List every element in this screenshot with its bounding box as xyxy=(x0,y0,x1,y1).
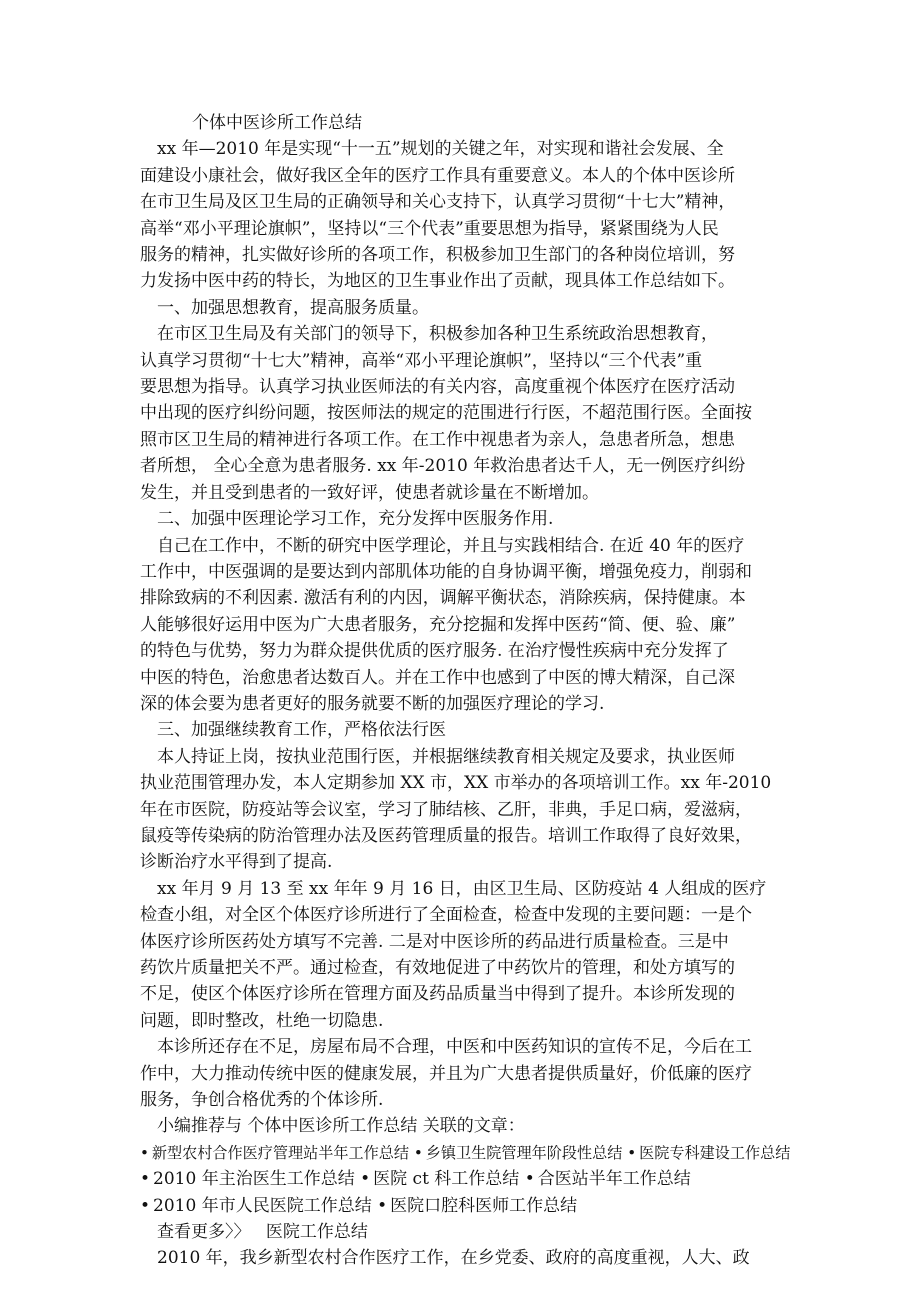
document-title: 个体中医诊所工作总结 xyxy=(192,113,362,133)
body-line: 服务，争创合格优秀的个体诊所. xyxy=(140,1090,384,1111)
body-line: 年在市医院，防疫站等会议室，学习了肺结核、乙肝，非典，手足口病，爱滋病， xyxy=(140,799,752,820)
related-links-row xyxy=(140,1166,790,1192)
body-line: 深的体会要为患者更好的服务就要不断的加强医疗理论的学习. xyxy=(140,693,605,714)
related-links xyxy=(140,1140,790,1166)
body-line: 作中，大力推动传统中医的健康发展，并且为广大患者提供质量好，价低廉的医疗 xyxy=(140,1063,752,1084)
body-line: 在市卫生局及区卫生局的正确领导和关心支持下，认真学习贯彻“十七大”精神， xyxy=(140,192,736,213)
related-link[interactable]: 新型农村合作医疗管理站半年工作总结 xyxy=(151,1143,410,1162)
related-links-2 xyxy=(140,1166,790,1219)
body-line: 本诊所还存在不足，房屋布局不合理，中医和中医药知识的宣传不足，今后在工 xyxy=(157,1037,752,1058)
bullet-icon: • xyxy=(627,1143,637,1162)
related-link[interactable]: 2010 年市人民医院工作总结 xyxy=(153,1195,372,1216)
bullet-icon: • xyxy=(140,1143,149,1162)
body-line: 发生，并且受到患者的一致好评，使患者就诊量在不断增加。 xyxy=(140,482,599,503)
bullet-icon: • xyxy=(524,1169,535,1190)
body-line: 在市区卫生局及有关部门的领导下，积极参加各种卫生系统政治思想教育， xyxy=(157,324,718,345)
view-more-row xyxy=(140,1219,790,1245)
body-line: 人能够很好运用中医为广大患者服务，充分挖掘和发挥中医药“简、便、验、廉” xyxy=(140,614,736,635)
body-line: 的特色与优势，努力为群众提供优质的医疗服务. 在治疗慢性疾病中充分发挥了 xyxy=(140,641,729,662)
document-body xyxy=(140,136,790,1113)
related-link[interactable]: 医院专科建设工作总结 xyxy=(639,1143,790,1162)
body-line: 一、加强思想教育，提高服务质量。 xyxy=(157,297,429,318)
body-line: 面建设小康社会，做好我区全年的医疗工作具有重要意义。本人的个体中医诊所 xyxy=(140,165,735,186)
related-link[interactable]: 医院 ct 科工作总结 xyxy=(373,1169,520,1190)
document-page xyxy=(140,110,790,1272)
body-line: 药饮片质量把关不严。通过检查，有效地促进了中药饮片的管理，和处方填写的 xyxy=(140,958,735,978)
body-line: xx 年月 9 月 13 至 xx 年年 9 月 16 日，由区卫生局、区防疫站 4 人组成的医疗 xyxy=(157,878,767,899)
body-line: 自己在工作中，不断的研究中医学理论，并且与实践相结合. 在近 40 年的医疗 xyxy=(157,535,745,556)
body-line: 力发扬中医中药的特长，为地区的卫生事业作出了贡献，现具体工作总结如下。 xyxy=(140,271,735,292)
related-link[interactable]: 乡镇卫生院管理年阶段性总结 xyxy=(425,1143,623,1162)
body-line: 高举“邓小平理论旗帜”，坚持以“三个代表”重要思想为指导，紧紧围绕为人民 xyxy=(140,218,719,239)
body-line: 二、加强中医理论学习工作，充分发挥中医服务作用. xyxy=(157,509,554,530)
body-line: 要思想为指导。认真学习执业医师法的有关内容，高度重视个体医疗在医疗活动 xyxy=(140,377,735,398)
body-line: 认真学习贯彻“十七大”精神，高举“邓小平理论旗帜”，坚持以“三个代表”重 xyxy=(140,350,703,371)
body-line: 检查小组，对全区个体医疗诊所进行了全面检查，检查中发现的主要问题：一是个 xyxy=(140,905,752,926)
related-links-row xyxy=(140,1140,790,1166)
body-line: xx 年—2010 年是实现“十一五”规划的关键之年，对实现和谐社会发展、全 xyxy=(157,139,724,160)
body-line: 者所想， 全心全意为患者服务. xx 年-2010 年救治患者达千人，无一例医疗纠纷 xyxy=(140,456,746,477)
body-line: 工作中，中医强调的是要达到内部肌体功能的自身协调平衡，增强免疫力，削弱和 xyxy=(140,561,752,582)
body-line: 本人持证上岗，按执业范围行医，并根据继续教育相关规定及要求，执业医师 xyxy=(157,746,735,767)
body-line: 诊断治疗水平得到了提高. xyxy=(140,852,333,873)
view-more-topic-link[interactable]: 医院工作总结 xyxy=(265,1222,368,1243)
view-more-link[interactable]: 查看更多〉〉 xyxy=(157,1222,251,1243)
body-line: 中出现的医疗纠纷问题，按医师法的规定的范围进行行医，不超范围行医。全面按 xyxy=(140,403,752,424)
related-link[interactable]: 医院口腔科医师工作总结 xyxy=(390,1195,578,1216)
related-link[interactable]: 合医站半年工作总结 xyxy=(537,1169,691,1190)
body-line: 照市区卫生局的精神进行各项工作。在工作中视患者为亲人，急患者所急，想患 xyxy=(140,429,735,450)
body-line: 中医的特色，治愈患者达数百人。并在工作中也感到了中医的博大精深，自己深 xyxy=(140,667,735,688)
bullet-icon: • xyxy=(377,1195,388,1216)
body-line: 不足，使区个体医疗诊所在管理方面及药品质量当中得到了提升。本诊所发现的 xyxy=(140,984,735,1005)
related-link[interactable]: 2010 年主治医生工作总结 xyxy=(153,1169,355,1190)
bullet-icon: • xyxy=(413,1143,423,1162)
bullet-icon: • xyxy=(140,1195,151,1216)
related-intro: 小编推荐与 个体中医诊所工作总结 关联的文章： xyxy=(157,1116,525,1137)
body-line: 体医疗诊所医药处方填写不完善. 二是对中医诊所的药品进行质量检查。三是中 xyxy=(140,931,729,952)
body-line: 三、加强继续教育工作，严格依法行医 xyxy=(157,720,446,741)
bullet-icon: • xyxy=(140,1169,151,1190)
body-line: 鼠疫等传染病的防治管理办法及医药管理质量的报告。培训工作取得了良好效果， xyxy=(140,825,752,846)
continuation-paragraph: 2010 年，我乡新型农村合作医疗工作，在乡党委、政府的高度重视，人大、政 xyxy=(157,1248,750,1269)
related-links-row xyxy=(140,1193,790,1219)
body-line: 问题，即时整改，杜绝一切隐患. xyxy=(140,1010,384,1031)
body-line: 排除致病的不利因素. 激活有利的内因，调解平衡状态，消除疾病，保持健康。本 xyxy=(140,588,746,609)
bullet-icon: • xyxy=(360,1169,371,1190)
body-line: 服务的精神，扎实做好诊所的各项工作，积极参加卫生部门的各种岗位培训，努 xyxy=(140,245,735,266)
body-line: 执业范围管理办发，本人定期参加 XX 市，XX 市举办的各项培训工作。xx 年-2010 xyxy=(140,773,772,794)
